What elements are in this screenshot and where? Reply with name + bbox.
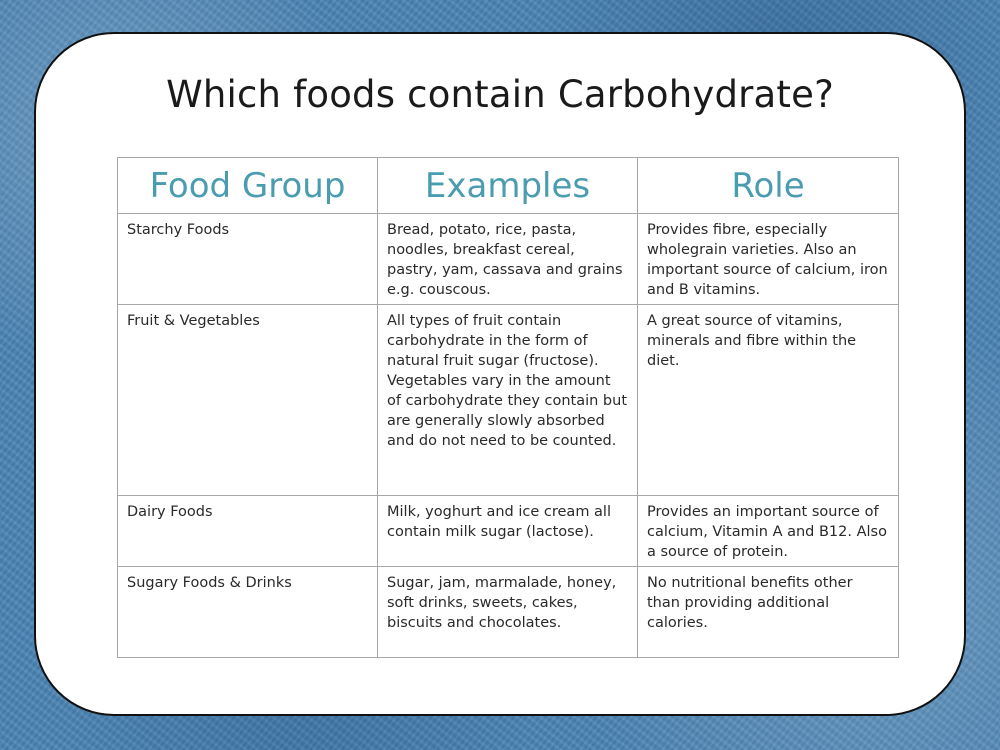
header-role: Role (638, 158, 899, 214)
cell-role: No nutritional benefits other than providing additional calories. (638, 567, 899, 658)
table-row (118, 567, 899, 658)
table-row (118, 305, 899, 496)
cell-role: A great source of vitamins, minerals and fibre within the diet. (638, 305, 899, 496)
carbohydrate-table (117, 157, 899, 658)
slide-title: Which foods contain Carbohydrate? (166, 73, 834, 116)
cell-examples: All types of fruit contain carbohydrate in the form of natural fruit sugar (fructose). Vegetables vary in the amount of carbohydrate they contain but are generally slowly absorbed and do not need to be counted. (378, 305, 638, 496)
header-examples: Examples (378, 158, 638, 214)
cell-food-group: Dairy Foods (118, 496, 378, 567)
table-row (118, 496, 899, 567)
cell-food-group: Sugary Foods & Drinks (118, 567, 378, 658)
cell-role: Provides fibre, especially wholegrain varieties. Also an important source of calcium, iron and B vitamins. (638, 214, 899, 305)
cell-food-group: Fruit & Vegetables (118, 305, 378, 496)
cell-role: Provides an important source of calcium, Vitamin A and B12. Also a source of protein. (638, 496, 899, 567)
cell-examples: Milk, yoghurt and ice cream all contain milk sugar (lactose). (378, 496, 638, 567)
cell-examples: Bread, potato, rice, pasta, noodles, breakfast cereal, pastry, yam, cassava and grains e.g. couscous. (378, 214, 638, 305)
table-row (118, 214, 899, 305)
cell-food-group: Starchy Foods (118, 214, 378, 305)
table-header-row (118, 158, 899, 214)
header-food-group: Food Group (118, 158, 378, 214)
cell-examples: Sugar, jam, marmalade, honey, soft drinks, sweets, cakes, biscuits and chocolates. (378, 567, 638, 658)
